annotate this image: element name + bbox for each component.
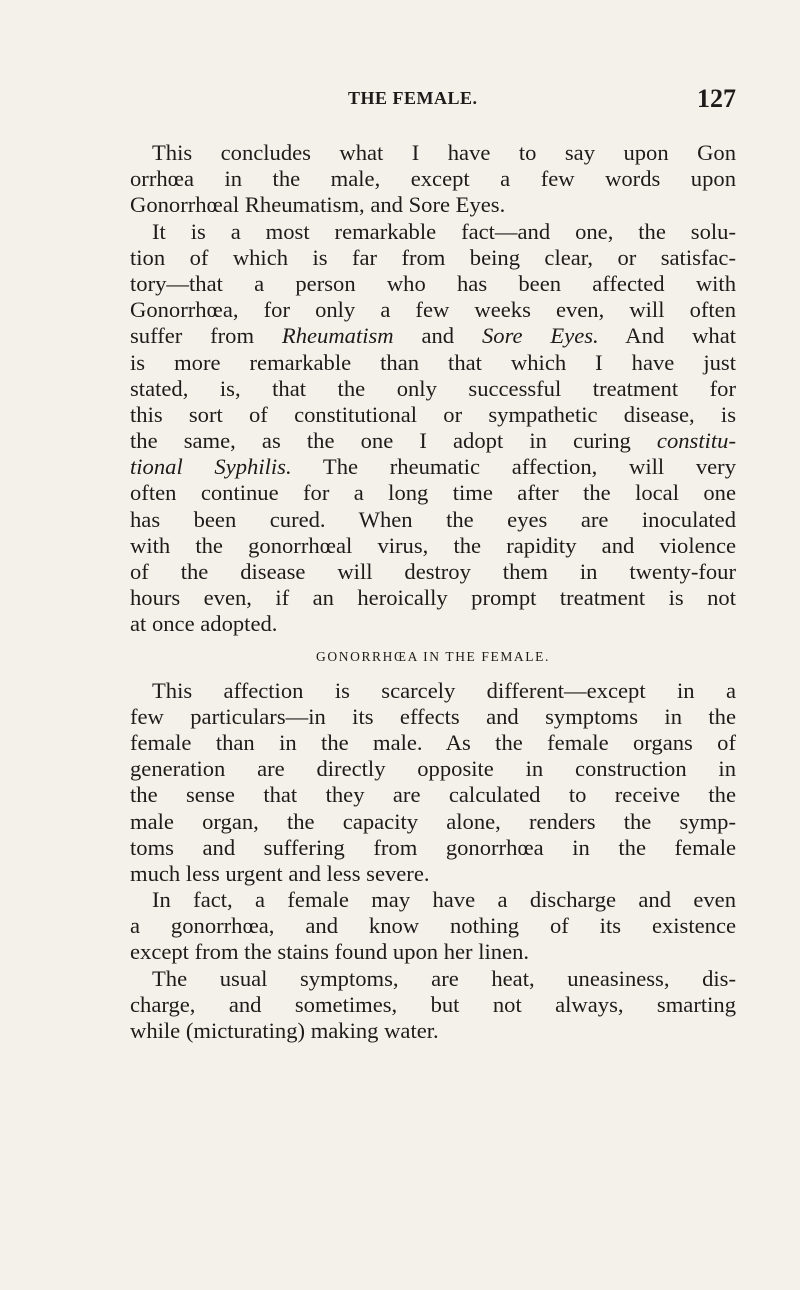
italic-run: Sore Eyes. [481, 323, 599, 349]
text-line: tory—that a person who has been affected with [130, 270, 736, 296]
text-line [130, 323, 736, 349]
running-head [126, 86, 740, 116]
text-line: Gonorrhœa, for only a few weeks even, will often [130, 297, 736, 323]
italic-run: Rheumatism [281, 323, 394, 349]
text-line: orrhœa in the male, except a few words upon [130, 166, 736, 192]
text-line: at once adopted. [130, 611, 278, 637]
text-line: male organ, the capacity alone, renders the symp- [130, 808, 736, 834]
italic-run: constitu- [656, 428, 736, 454]
text-line: toms and suffering from gonorrhœa in the female [130, 834, 736, 860]
text-line: of the disease will destroy them in twenty-four [130, 559, 736, 584]
paragraph [130, 140, 736, 219]
text-line [130, 428, 736, 454]
text-line: This affection is scarcely different—except in a [152, 677, 736, 703]
section-heading: GONORRHŒA IN THE FEMALE. [316, 648, 550, 664]
paragraph [130, 887, 736, 966]
text-line: this sort of constitutional or sympathetic disease, is [130, 401, 736, 427]
italic-run: tional Syphilis. [130, 454, 292, 480]
page-number: 127 [697, 84, 736, 113]
text-line: female than in the male. As the female organs of [130, 729, 736, 755]
paragraph [130, 219, 736, 638]
text-line [130, 454, 736, 480]
text-line: generation are directly opposite in construction in [130, 756, 736, 782]
text-line: charge, and sometimes, but not always, smarting [130, 991, 736, 1017]
paragraph [130, 678, 736, 888]
text-line: stated, is, that the only successful treatment for [130, 375, 736, 401]
text-line: is more remarkable than that which I have just [130, 349, 736, 375]
text-line: much less urgent and less severe. [130, 860, 430, 886]
text-line: with the gonorrhœal virus, the rapidity and violence [130, 532, 736, 558]
text-line: except from the stains found upon her linen. [130, 939, 530, 965]
text-line: the sense that they are calculated to receive the [130, 782, 736, 808]
text-line: This concludes what I have to say upon Gon [152, 140, 736, 165]
text-line: hours even, if an heroically prompt treatment is not [130, 585, 736, 611]
body-text [130, 140, 736, 1044]
text-run: the same, as the one I adopt in curing [130, 428, 657, 454]
text-run: The rheumatic affection, will very [291, 454, 737, 480]
text-line: tion of which is far from being clear, or satisfac- [130, 244, 736, 270]
text-line: Gonorrhœal Rheumatism, and Sore Eyes. [130, 192, 506, 218]
text-run: suffer from [130, 323, 282, 349]
text-line: In fact, a female may have a discharge and even [152, 887, 736, 913]
text-line: while (micturating) making water. [130, 1018, 439, 1043]
paragraph [130, 966, 736, 1045]
text-line: It is a most remarkable fact—and one, the solu- [152, 218, 736, 244]
text-line: has been cured. When the eyes are inoculated [130, 506, 736, 532]
text-line: a gonorrhœa, and know nothing of its existence [130, 913, 736, 939]
running-title: THE FEMALE. [348, 88, 478, 108]
text-line: The usual symptoms, are heat, uneasiness, dis- [152, 965, 736, 991]
text-run: and [393, 323, 482, 349]
text-line: often continue for a long time after the local one [130, 480, 736, 506]
text-line: few particulars—in its effects and symptoms in the [130, 703, 736, 729]
text-run: And what [598, 323, 736, 349]
